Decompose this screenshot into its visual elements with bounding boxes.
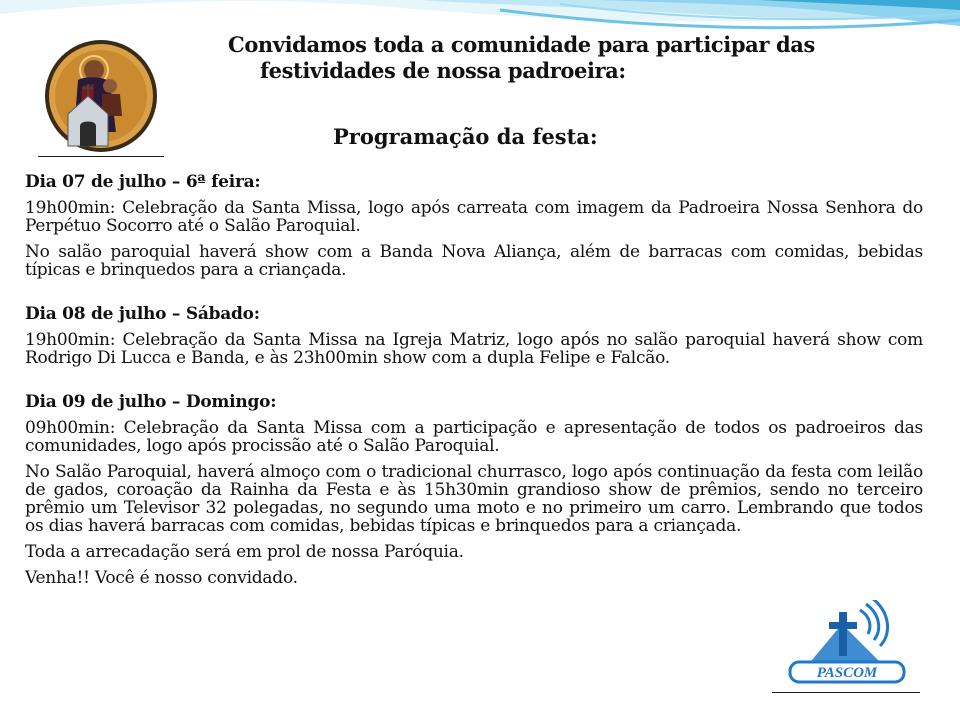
day-2-paragraph: 19h00min: Celebração da Santa Missa na Igreja Matriz, logo após no salão paroquial haverá show com Rodrigo Di Lucca e Banda, e às 23h00min show com a dupla Felipe e Falcão. — [25, 330, 923, 368]
day-1-paragraph: No salão paroquial haverá show com a Banda Nova Aliança, além de barracas com comidas, bebidas típicas e brinquedos para a criançada. — [25, 242, 923, 280]
program-title: Programação da festa: — [333, 124, 598, 149]
invitation-line-2: festividades de nossa padroeira: — [260, 58, 626, 83]
day-3-paragraph: No Salão Paroquial, haverá almoço com o tradicional churrasco, logo após continuação da festa com leilão de gados, coroação da Rainha da Festa e às 15h30min grandioso show de prêmios, sendo no terceiro prêmio um Televisor 32 polegadas, no segundo uma moto e no primeiro um carro. Lembrando que todos os dias haverá barracas com comidas, bebidas típicas e brinquedos para a criançada. — [25, 462, 923, 536]
logo-underline — [772, 692, 920, 693]
logo-underline — [38, 156, 164, 157]
day-3-title: Dia 09 de julho – Domingo: — [25, 392, 277, 412]
closing-note: Toda a arrecadação será em prol de nossa Paróquia. — [25, 542, 464, 562]
invitation-heading — [228, 32, 868, 84]
day-3-paragraph: 09h00min: Celebração da Santa Missa com a participação e apresentação de todos os padroeiros das comunidades, logo após procissão até o Salão Paroquial. — [25, 418, 923, 456]
day-2-title: Dia 08 de julho – Sábado: — [25, 304, 260, 324]
day-1-paragraph: 19h00min: Celebração da Santa Missa, logo após carreata com imagem da Padroeira Nossa Senhora do Perpétuo Socorro até o Salão Paroquial. — [25, 198, 923, 236]
padroeira-icon-logo — [38, 36, 164, 156]
invitation-line-1: Convidamos toda a comunidade para participar das — [228, 32, 815, 57]
day-1-title: Dia 07 de julho – 6ª feira: — [25, 172, 261, 192]
program-content — [25, 173, 923, 587]
pascom-logo — [772, 600, 920, 692]
closing-invitation: Venha!! Você é nosso convidado. — [25, 568, 298, 588]
pascom-logo-text: PASCOM — [816, 665, 878, 681]
